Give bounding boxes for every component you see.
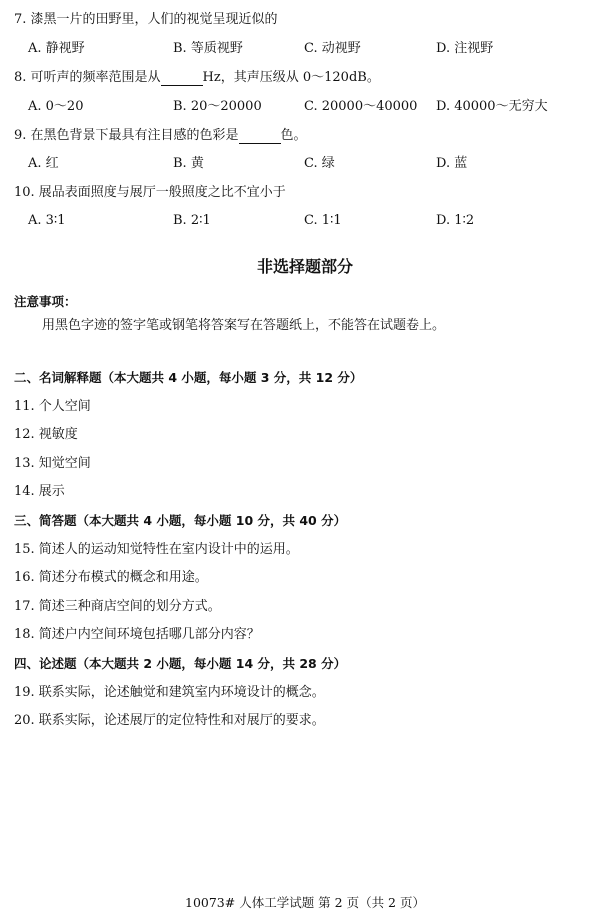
list-item: 18. 简述户内空间环境包括哪几部分内容？ — [14, 627, 260, 642]
option-b: B. 黄 — [173, 156, 204, 171]
option-d: D. 蓝 — [436, 156, 468, 171]
list-item: 19. 联系实际，论述触觉和建筑室内环境设计的概念。 — [14, 685, 325, 700]
question-9-stem-after: 色。 — [280, 128, 307, 143]
option-d: D. 1∶2 — [436, 213, 475, 228]
list-item: 17. 简述三种商店空间的划分方式。 — [14, 599, 221, 614]
answer-blank — [239, 129, 281, 144]
section-title: 非选择题部分 — [256, 257, 353, 276]
option-b: B. 2∶1 — [173, 213, 211, 228]
list-item: 14. 展示 — [14, 484, 65, 499]
question-8-stem-before: 8. 可听声的频率范围是从 — [14, 70, 161, 85]
option-c: C. 20000～40000 — [304, 99, 418, 114]
option-d: D. 40000～无穷大 — [436, 99, 548, 114]
option-d: D. 注视野 — [436, 41, 494, 56]
notice-heading: 注意事项： — [14, 294, 77, 309]
option-a: A. 红 — [28, 156, 59, 171]
option-c: C. 绿 — [304, 156, 335, 171]
question-10-options — [28, 213, 588, 229]
option-a: A. 0～20 — [28, 99, 84, 114]
option-a: A. 静视野 — [28, 41, 85, 56]
option-b: B. 20～20000 — [173, 99, 262, 114]
list-item: 16. 简述分布模式的概念和用途。 — [14, 570, 208, 585]
question-10-stem: 10. 展品表面照度与展厅一般照度之比不宜小于 — [14, 185, 286, 200]
option-b: B. 等质视野 — [173, 41, 243, 56]
part-2-heading: 二、名词解释题（本大题共 4 小题，每小题 3 分，共 12 分） — [14, 370, 363, 385]
notice-text: 用黑色字迹的签字笔或钢笔将答案写在答题纸上，不能答在试题卷上。 — [42, 318, 446, 333]
question-8-stem — [14, 70, 380, 86]
question-7-stem: 7. 漆黑一片的田野里，人们的视觉呈现近似的 — [14, 12, 278, 27]
option-c: C. 动视野 — [304, 41, 361, 56]
part-4-heading: 四、论述题（本大题共 2 小题，每小题 14 分，共 28 分） — [14, 656, 347, 671]
question-9-stem — [14, 128, 307, 144]
list-item: 12. 视敏度 — [14, 427, 78, 442]
option-c: C. 1∶1 — [304, 213, 342, 228]
question-9-options — [28, 156, 588, 172]
list-item: 13. 知觉空间 — [14, 456, 91, 471]
list-item: 20. 联系实际，论述展厅的定位特性和对展厅的要求。 — [14, 713, 325, 728]
page-footer: 10073# 人体工学试题 第 2 页（共 2 页） — [185, 895, 425, 910]
option-a: A. 3∶1 — [28, 213, 66, 228]
answer-blank — [161, 71, 203, 86]
question-8-stem-after: Hz，其声压级从 0～120dB。 — [202, 70, 380, 85]
list-item: 15. 简述人的运动知觉特性在室内设计中的运用。 — [14, 542, 299, 557]
question-7-options — [28, 41, 588, 57]
part-3-heading: 三、简答题（本大题共 4 小题，每小题 10 分，共 40 分） — [14, 513, 347, 528]
question-8-options — [28, 99, 588, 115]
question-9-stem-before: 9. 在黑色背景下最具有注目感的色彩是 — [14, 128, 239, 143]
list-item: 11. 个人空间 — [14, 399, 91, 414]
